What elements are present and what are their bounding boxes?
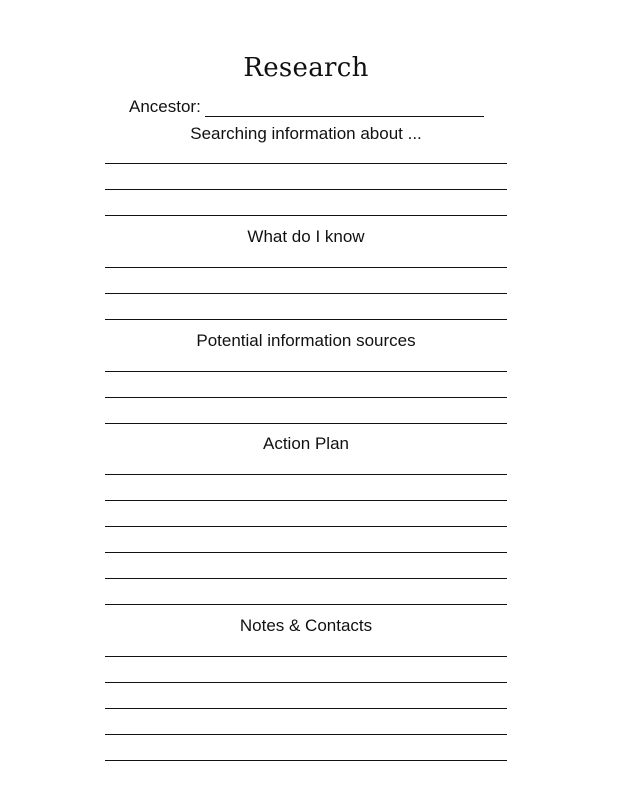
writing-line[interactable]: [105, 656, 507, 657]
writing-line[interactable]: [105, 578, 507, 579]
writing-line[interactable]: [105, 319, 507, 320]
writing-line[interactable]: [105, 734, 507, 735]
section-heading-notes-contacts: Notes & Contacts: [239, 616, 373, 635]
writing-line[interactable]: [105, 215, 507, 216]
writing-line[interactable]: [105, 604, 507, 605]
writing-line[interactable]: [105, 423, 507, 424]
section-heading-what-do-i-know: What do I know: [247, 227, 365, 246]
ancestor-row: [129, 97, 484, 117]
writing-line[interactable]: [105, 526, 507, 527]
writing-line[interactable]: [105, 500, 507, 501]
ancestor-blank-line[interactable]: [205, 99, 484, 117]
section-heading-action-plan: Action Plan: [263, 434, 349, 453]
section-heading-searching: Searching information about ...: [190, 124, 422, 143]
writing-line[interactable]: [105, 682, 507, 683]
writing-line[interactable]: [105, 293, 507, 294]
writing-line[interactable]: [105, 163, 507, 164]
writing-line[interactable]: [105, 397, 507, 398]
writing-line[interactable]: [105, 371, 507, 372]
page-title: Research: [243, 53, 369, 83]
writing-line[interactable]: [105, 552, 507, 553]
writing-line[interactable]: [105, 708, 507, 709]
ancestor-label: Ancestor:: [129, 97, 201, 116]
writing-line[interactable]: [105, 189, 507, 190]
writing-line[interactable]: [105, 760, 507, 761]
writing-line[interactable]: [105, 267, 507, 268]
section-heading-potential-sources: Potential information sources: [196, 331, 416, 350]
writing-line[interactable]: [105, 474, 507, 475]
